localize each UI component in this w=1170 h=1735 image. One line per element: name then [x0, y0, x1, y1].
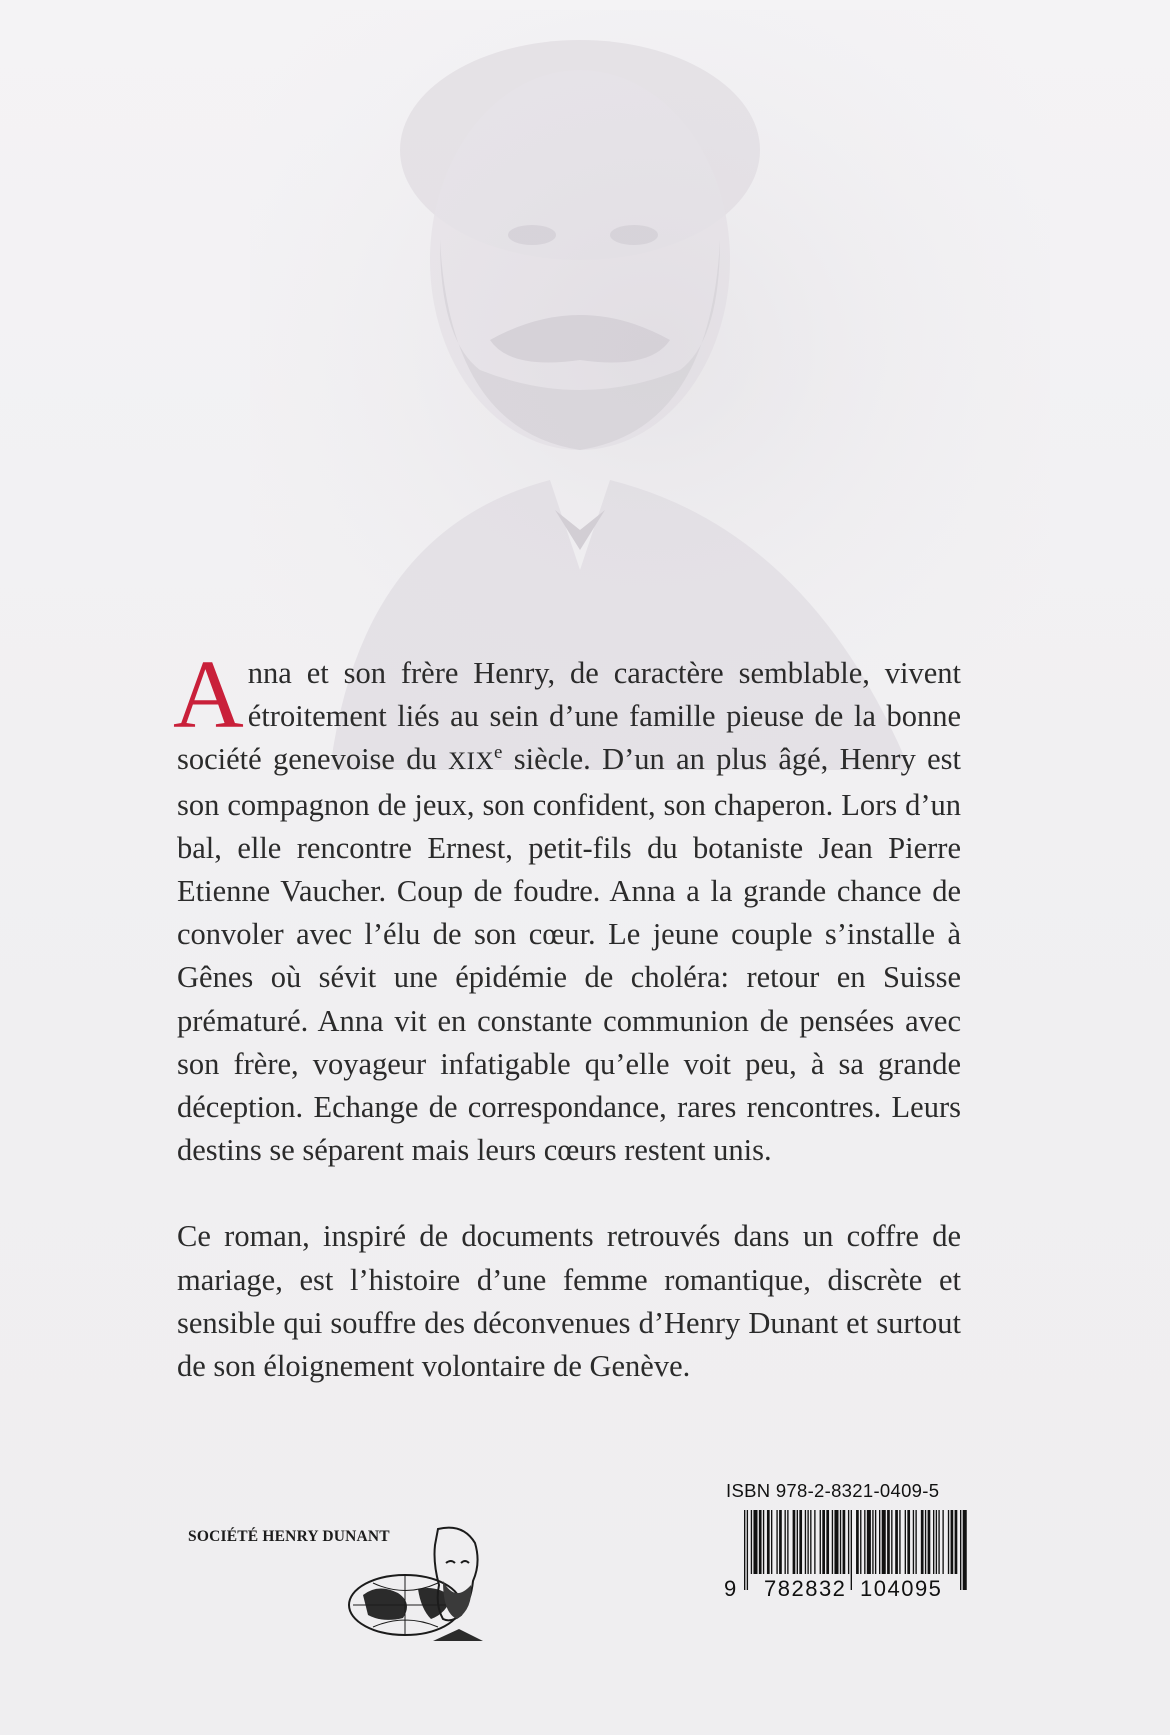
barcode-bar	[899, 1510, 900, 1574]
isbn-barcode-block	[720, 1480, 968, 1600]
barcode-bar	[826, 1510, 829, 1574]
barcode-bar	[787, 1510, 788, 1574]
barcode-bar	[763, 1510, 764, 1574]
barcode-bar	[744, 1510, 745, 1590]
barcode-left-digits: 782832	[764, 1576, 847, 1600]
century-numeral: XIX	[448, 748, 495, 776]
barcode-bar	[840, 1510, 841, 1574]
barcode-bar	[928, 1510, 931, 1574]
barcode-bar	[913, 1510, 914, 1574]
barcode-bar	[891, 1510, 892, 1574]
barcode-bar	[820, 1510, 821, 1574]
globe-portrait-logo-icon	[343, 1523, 493, 1643]
barcode-bar	[907, 1510, 910, 1574]
blurb-paragraph-1-part-b: siècle. D’un an plus âgé, Henry est son compagnon de jeux, son confident, son chaperon. Lors d’un bal, elle rencontre Ernest, petit-fils du botaniste Jean Pierre Etienne Vaucher. Coup de foudre. Anna a la grande chance de convoler avec l’élu de son cœur. Le jeune couple s’installe à Gênes où sévit une épidémie de choléra: retour en Suisse prématuré. Anna vit en constante communion de pensées avec son frère, voyageur infatigable qu’elle voit peu, à sa grande déception. Echange de correspondance, rares rencontres. Leurs destins se séparent mais leurs cœurs restent unis.	[177, 742, 962, 1168]
barcode-bar	[843, 1510, 846, 1574]
drop-cap: A	[173, 641, 244, 749]
barcode-bar	[882, 1510, 886, 1574]
barcode-bar	[887, 1510, 890, 1574]
barcode-bar	[767, 1510, 770, 1574]
barcode-bar	[785, 1510, 786, 1574]
barcode-bar	[925, 1510, 926, 1574]
barcode	[720, 1510, 968, 1600]
barcode-bar	[799, 1510, 802, 1574]
publisher-block	[188, 1523, 508, 1643]
blurb-paragraph-1	[173, 641, 962, 1172]
blurb-paragraph-2: Ce roman, inspiré de documents retrouvés dans un coffre de mariage, est l’histoire d’une femme romantique, discrète et sensible qui souffre des déconvenues d’Henry Dunant et surtout de son éloignement volontaire de Genève.	[177, 1219, 961, 1384]
barcode-bar	[933, 1510, 934, 1574]
barcode-lead-digit: 9	[724, 1576, 737, 1600]
barcode-bar	[872, 1510, 873, 1574]
blurb-text	[173, 641, 962, 1388]
barcode-bar	[797, 1510, 798, 1574]
barcode-bar	[747, 1510, 748, 1590]
barcode-bar	[875, 1510, 876, 1574]
century-superscript: e	[494, 742, 503, 764]
barcode-bar	[942, 1510, 943, 1574]
barcode-bar	[867, 1510, 871, 1574]
barcode-bar	[832, 1510, 833, 1574]
barcode-bar	[948, 1510, 949, 1574]
barcode-bar	[936, 1510, 937, 1574]
barcode-bar	[848, 1510, 849, 1574]
barcode-bar	[810, 1510, 811, 1574]
barcode-bar	[805, 1510, 806, 1574]
barcode-bar	[753, 1510, 757, 1574]
barcode-right-digits: 104095	[860, 1576, 943, 1600]
barcode-bar	[879, 1510, 880, 1574]
barcode-bar	[860, 1510, 861, 1574]
barcode-bar	[851, 1510, 852, 1590]
barcode-bar	[895, 1510, 898, 1574]
barcode-bar	[960, 1510, 961, 1590]
barcode-bar	[776, 1510, 777, 1574]
barcode-bar	[779, 1510, 782, 1574]
barcode-bar	[856, 1510, 859, 1574]
isbn-label: ISBN 978-2-8321-0409-5	[726, 1480, 940, 1501]
barcode-bar	[905, 1510, 906, 1574]
barcode-bar	[751, 1510, 752, 1574]
barcode-bar	[963, 1510, 967, 1590]
barcode-bar	[915, 1510, 916, 1574]
barcode-bar	[822, 1510, 825, 1574]
barcode-bar	[759, 1510, 762, 1574]
barcode-bar	[955, 1510, 958, 1574]
publisher-name: SOCIÉTÉ HENRY DUNANT	[188, 1528, 390, 1545]
barcode-bar	[793, 1510, 796, 1574]
barcode-bar	[834, 1510, 838, 1574]
barcode-bar	[807, 1510, 808, 1574]
barcode-bar	[921, 1510, 924, 1574]
barcode-bar	[938, 1510, 939, 1574]
barcode-bar	[771, 1510, 772, 1574]
barcode-bar	[814, 1510, 815, 1574]
blurb-paragraph-1-part-a: nna et son frère Henry, de caractère semblable, vivent étroitement liés au sein d’une famille pieuse de la bonne société genevoise du	[177, 656, 961, 777]
barcode-bar	[951, 1510, 954, 1574]
barcode-bar	[864, 1510, 865, 1574]
